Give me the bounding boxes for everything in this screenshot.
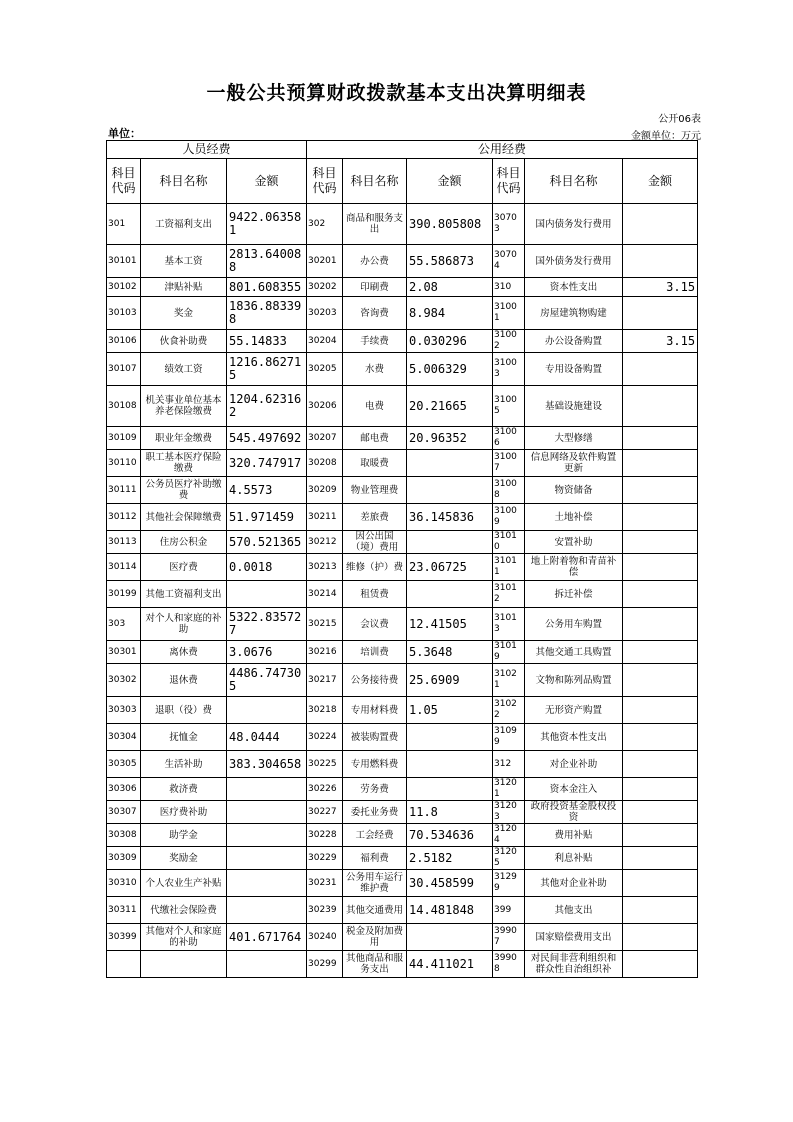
amount-cell: 545.497692 bbox=[227, 427, 307, 450]
form-number: 公开06表 bbox=[658, 114, 701, 125]
account-code: 31201 bbox=[493, 778, 525, 801]
account-name: 国家赔偿费用支出 bbox=[525, 924, 623, 951]
table-row bbox=[107, 824, 698, 847]
account-code: 31012 bbox=[493, 581, 525, 608]
account-name: 安置补助 bbox=[525, 531, 623, 554]
table-row bbox=[107, 751, 698, 778]
amount-cell bbox=[227, 847, 307, 870]
amount-cell: 5.006329 bbox=[407, 353, 493, 386]
account-code: 30101 bbox=[107, 245, 141, 278]
account-code: 39907 bbox=[493, 924, 525, 951]
account-name: 奖励金 bbox=[141, 847, 227, 870]
account-name: 政府投资基金股权投资 bbox=[525, 801, 623, 824]
amount-cell: 570.521365 bbox=[227, 531, 307, 554]
amount-cell: 390.805808 bbox=[407, 204, 493, 245]
account-code: 30231 bbox=[307, 870, 343, 897]
amount-cell bbox=[623, 581, 698, 608]
table-row bbox=[107, 870, 698, 897]
account-code: 30229 bbox=[307, 847, 343, 870]
account-name: 其他支出 bbox=[525, 897, 623, 924]
amount-cell: 20.96352 bbox=[407, 427, 493, 450]
account-code: 31021 bbox=[493, 664, 525, 697]
account-name: 公务接待费 bbox=[343, 664, 407, 697]
account-name: 对企业补助 bbox=[525, 751, 623, 778]
amount-cell: 55.586873 bbox=[407, 245, 493, 278]
amount-cell bbox=[227, 581, 307, 608]
amount-cell bbox=[407, 778, 493, 801]
account-name: 公务用车运行维护费 bbox=[343, 870, 407, 897]
account-name: 邮电费 bbox=[343, 427, 407, 450]
account-name: 商品和服务支出 bbox=[343, 204, 407, 245]
amount-cell: 14.481848 bbox=[407, 897, 493, 924]
amount-cell bbox=[227, 801, 307, 824]
amount-cell: 25.6909 bbox=[407, 664, 493, 697]
account-code: 30202 bbox=[307, 278, 343, 297]
account-code: 30303 bbox=[107, 697, 141, 724]
amount-cell bbox=[623, 386, 698, 427]
amount-cell bbox=[623, 751, 698, 778]
account-name: 物资储备 bbox=[525, 477, 623, 504]
account-code: 31099 bbox=[493, 724, 525, 751]
account-code: 31019 bbox=[493, 641, 525, 664]
table-row bbox=[107, 664, 698, 697]
account-name: 资本性支出 bbox=[525, 278, 623, 297]
account-name: 办公设备购置 bbox=[525, 330, 623, 353]
account-code: 30213 bbox=[307, 554, 343, 581]
account-code: 30217 bbox=[307, 664, 343, 697]
account-name: 国外债务发行费用 bbox=[525, 245, 623, 278]
amount-cell: 2813.640088 bbox=[227, 245, 307, 278]
account-name: 医疗费补助 bbox=[141, 801, 227, 824]
account-name: 水费 bbox=[343, 353, 407, 386]
account-code: 31005 bbox=[493, 386, 525, 427]
account-code: 30110 bbox=[107, 450, 141, 477]
amount-cell: 5322.835727 bbox=[227, 608, 307, 641]
amount-cell bbox=[407, 751, 493, 778]
amount-cell bbox=[623, 297, 698, 330]
account-name: 其他对企业补助 bbox=[525, 870, 623, 897]
account-name: 伙食补助费 bbox=[141, 330, 227, 353]
amount-cell: 70.534636 bbox=[407, 824, 493, 847]
header-code: 科目 代码 bbox=[107, 159, 141, 204]
group-personnel: 人员经费 bbox=[107, 141, 307, 159]
account-code: 31011 bbox=[493, 554, 525, 581]
account-name: 机关事业单位基本养老保险缴费 bbox=[141, 386, 227, 427]
account-code: 30240 bbox=[307, 924, 343, 951]
account-name: 退休费 bbox=[141, 664, 227, 697]
account-name: 大型修缮 bbox=[525, 427, 623, 450]
account-name: 工资福利支出 bbox=[141, 204, 227, 245]
account-code: 312 bbox=[493, 751, 525, 778]
account-name: 利息补贴 bbox=[525, 847, 623, 870]
account-name: 助学金 bbox=[141, 824, 227, 847]
account-name: 对民间非营利组织和群众性自治组织补 bbox=[525, 951, 623, 978]
table-row bbox=[107, 847, 698, 870]
account-code: 31007 bbox=[493, 450, 525, 477]
account-code: 30112 bbox=[107, 504, 141, 531]
account-name: 工会经费 bbox=[343, 824, 407, 847]
account-name: 代缴社会保险费 bbox=[141, 897, 227, 924]
account-code: 30109 bbox=[107, 427, 141, 450]
table-row bbox=[107, 386, 698, 427]
account-code: 31205 bbox=[493, 847, 525, 870]
amount-cell: 383.304658 bbox=[227, 751, 307, 778]
account-code: 31204 bbox=[493, 824, 525, 847]
account-code: 31010 bbox=[493, 531, 525, 554]
table-row bbox=[107, 897, 698, 924]
amount-cell bbox=[623, 477, 698, 504]
account-name: 医疗费 bbox=[141, 554, 227, 581]
account-name: 因公出国（境）费用 bbox=[343, 531, 407, 554]
amount-cell bbox=[623, 427, 698, 450]
account-name: 救济费 bbox=[141, 778, 227, 801]
account-code: 399 bbox=[493, 897, 525, 924]
account-code: 30199 bbox=[107, 581, 141, 608]
account-name: 印刷费 bbox=[343, 278, 407, 297]
account-code: 303 bbox=[107, 608, 141, 641]
amount-cell bbox=[623, 897, 698, 924]
amount-cell bbox=[407, 531, 493, 554]
account-code: 30306 bbox=[107, 778, 141, 801]
account-name: 物业管理费 bbox=[343, 477, 407, 504]
amount-cell: 320.747917 bbox=[227, 450, 307, 477]
amount-cell: 3.0676 bbox=[227, 641, 307, 664]
amount-cell bbox=[407, 581, 493, 608]
account-code: 30201 bbox=[307, 245, 343, 278]
account-name: 专用燃料费 bbox=[343, 751, 407, 778]
account-code: 31001 bbox=[493, 297, 525, 330]
amount-cell bbox=[623, 204, 698, 245]
account-code: 30111 bbox=[107, 477, 141, 504]
account-code: 30224 bbox=[307, 724, 343, 751]
account-name: 手续费 bbox=[343, 330, 407, 353]
account-code: 30218 bbox=[307, 697, 343, 724]
header-amount: 金额 bbox=[227, 159, 307, 204]
account-name: 专用材料费 bbox=[343, 697, 407, 724]
table-row bbox=[107, 951, 698, 978]
account-name: 其他交通费用 bbox=[343, 897, 407, 924]
amount-cell bbox=[227, 778, 307, 801]
account-code: 30215 bbox=[307, 608, 343, 641]
account-name: 对个人和家庭的补助 bbox=[141, 608, 227, 641]
amount-cell bbox=[623, 450, 698, 477]
amount-cell: 401.671764 bbox=[227, 924, 307, 951]
amount-cell bbox=[623, 824, 698, 847]
amount-cell: 8.984 bbox=[407, 297, 493, 330]
account-code: 30301 bbox=[107, 641, 141, 664]
account-code: 31203 bbox=[493, 801, 525, 824]
amount-cell: 12.41505 bbox=[407, 608, 493, 641]
account-code: 30203 bbox=[307, 297, 343, 330]
account-name: 基本工资 bbox=[141, 245, 227, 278]
account-code bbox=[107, 951, 141, 978]
account-code: 39908 bbox=[493, 951, 525, 978]
amount-cell: 4486.747305 bbox=[227, 664, 307, 697]
account-name: 个人农业生产补贴 bbox=[141, 870, 227, 897]
amount-cell bbox=[227, 897, 307, 924]
amount-cell: 1836.883398 bbox=[227, 297, 307, 330]
account-code: 30212 bbox=[307, 531, 343, 554]
account-code: 310 bbox=[493, 278, 525, 297]
amount-cell bbox=[227, 824, 307, 847]
account-code: 30216 bbox=[307, 641, 343, 664]
account-code: 302 bbox=[307, 204, 343, 245]
header-name: 科目名称 bbox=[343, 159, 407, 204]
amount-cell bbox=[623, 697, 698, 724]
header-code: 科目 代码 bbox=[493, 159, 525, 204]
amount-cell bbox=[623, 801, 698, 824]
account-code: 30113 bbox=[107, 531, 141, 554]
account-code: 30211 bbox=[307, 504, 343, 531]
account-code: 31003 bbox=[493, 353, 525, 386]
table-row bbox=[107, 330, 698, 353]
account-code: 31008 bbox=[493, 477, 525, 504]
amount-cell: 801.608355 bbox=[227, 278, 307, 297]
account-name: 信息网络及软件购置更新 bbox=[525, 450, 623, 477]
account-name: 租赁费 bbox=[343, 581, 407, 608]
account-code: 30299 bbox=[307, 951, 343, 978]
account-name: 职业年金缴费 bbox=[141, 427, 227, 450]
header-name: 科目名称 bbox=[525, 159, 623, 204]
amount-cell bbox=[623, 664, 698, 697]
amount-cell bbox=[623, 951, 698, 978]
account-code: 30302 bbox=[107, 664, 141, 697]
amount-cell: 55.14833 bbox=[227, 330, 307, 353]
table-row bbox=[107, 504, 698, 531]
amount-cell bbox=[227, 951, 307, 978]
account-name: 被装购置费 bbox=[343, 724, 407, 751]
account-name: 培训费 bbox=[343, 641, 407, 664]
account-code: 30310 bbox=[107, 870, 141, 897]
account-code: 30206 bbox=[307, 386, 343, 427]
amount-cell: 2.5182 bbox=[407, 847, 493, 870]
amount-cell: 44.411021 bbox=[407, 951, 493, 978]
account-name: 房屋建筑物购建 bbox=[525, 297, 623, 330]
account-code: 30207 bbox=[307, 427, 343, 450]
table-row bbox=[107, 278, 698, 297]
account-code: 30209 bbox=[307, 477, 343, 504]
amount-cell: 1.05 bbox=[407, 697, 493, 724]
amount-cell bbox=[623, 924, 698, 951]
account-code: 30208 bbox=[307, 450, 343, 477]
account-name: 会议费 bbox=[343, 608, 407, 641]
account-code: 30704 bbox=[493, 245, 525, 278]
account-name: 费用补贴 bbox=[525, 824, 623, 847]
account-name: 住房公积金 bbox=[141, 531, 227, 554]
amount-cell: 1204.623162 bbox=[227, 386, 307, 427]
account-name: 其他交通工具购置 bbox=[525, 641, 623, 664]
account-name: 其他社会保障缴费 bbox=[141, 504, 227, 531]
account-name: 无形资产购置 bbox=[525, 697, 623, 724]
header-amount: 金额 bbox=[407, 159, 493, 204]
table-row bbox=[107, 924, 698, 951]
account-name: 拆迁补偿 bbox=[525, 581, 623, 608]
account-code: 31002 bbox=[493, 330, 525, 353]
amount-cell: 4.5573 bbox=[227, 477, 307, 504]
table-row bbox=[107, 427, 698, 450]
account-name: 其他商品和服务支出 bbox=[343, 951, 407, 978]
account-code: 31006 bbox=[493, 427, 525, 450]
account-name: 劳务费 bbox=[343, 778, 407, 801]
amount-cell bbox=[623, 724, 698, 751]
account-name: 离休费 bbox=[141, 641, 227, 664]
account-name: 奖金 bbox=[141, 297, 227, 330]
account-code: 30205 bbox=[307, 353, 343, 386]
account-name: 委托业务费 bbox=[343, 801, 407, 824]
table-row bbox=[107, 531, 698, 554]
table-row bbox=[107, 641, 698, 664]
amount-cell bbox=[623, 554, 698, 581]
table-row bbox=[107, 778, 698, 801]
account-name: 咨询费 bbox=[343, 297, 407, 330]
amount-cell bbox=[623, 608, 698, 641]
amount-cell: 1216.862715 bbox=[227, 353, 307, 386]
table-row bbox=[107, 353, 698, 386]
group-public: 公用经费 bbox=[307, 141, 698, 159]
amount-cell: 5.3648 bbox=[407, 641, 493, 664]
header-code: 科目 代码 bbox=[307, 159, 343, 204]
account-code: 30307 bbox=[107, 801, 141, 824]
account-code: 30114 bbox=[107, 554, 141, 581]
account-code: 30214 bbox=[307, 581, 343, 608]
account-name: 专用设备购置 bbox=[525, 353, 623, 386]
account-code: 30239 bbox=[307, 897, 343, 924]
account-name: 办公费 bbox=[343, 245, 407, 278]
account-code: 30106 bbox=[107, 330, 141, 353]
account-name: 文物和陈列品购置 bbox=[525, 664, 623, 697]
account-name: 地上附着物和青苗补偿 bbox=[525, 554, 623, 581]
amount-cell bbox=[623, 847, 698, 870]
account-code: 30311 bbox=[107, 897, 141, 924]
header-amount: 金额 bbox=[623, 159, 698, 204]
amount-cell: 20.21665 bbox=[407, 386, 493, 427]
account-code: 31013 bbox=[493, 608, 525, 641]
account-name: 差旅费 bbox=[343, 504, 407, 531]
account-name: 绩效工资 bbox=[141, 353, 227, 386]
account-name: 公务用车购置 bbox=[525, 608, 623, 641]
account-code: 30227 bbox=[307, 801, 343, 824]
header-name: 科目名称 bbox=[141, 159, 227, 204]
page-title: 一般公共预算财政拨款基本支出决算明细表 bbox=[206, 82, 587, 104]
table-row bbox=[107, 450, 698, 477]
account-code: 30107 bbox=[107, 353, 141, 386]
account-code: 31299 bbox=[493, 870, 525, 897]
account-name: 电费 bbox=[343, 386, 407, 427]
account-code: 30228 bbox=[307, 824, 343, 847]
account-name: 资本金注入 bbox=[525, 778, 623, 801]
amount-cell bbox=[227, 697, 307, 724]
table-row bbox=[107, 477, 698, 504]
account-name: 土地补偿 bbox=[525, 504, 623, 531]
account-code: 30102 bbox=[107, 278, 141, 297]
account-name: 基础设施建设 bbox=[525, 386, 623, 427]
account-code: 30304 bbox=[107, 724, 141, 751]
account-code: 30308 bbox=[107, 824, 141, 847]
account-name: 其他资本性支出 bbox=[525, 724, 623, 751]
unit-label: 单位： bbox=[108, 127, 141, 140]
table-row bbox=[107, 204, 698, 245]
amount-cell bbox=[227, 870, 307, 897]
amount-cell bbox=[623, 245, 698, 278]
account-code: 301 bbox=[107, 204, 141, 245]
amount-cell bbox=[407, 450, 493, 477]
table-row bbox=[107, 554, 698, 581]
table-row bbox=[107, 724, 698, 751]
amount-cell: 23.06725 bbox=[407, 554, 493, 581]
account-name: 国内债务发行费用 bbox=[525, 204, 623, 245]
account-name: 维修（护）费 bbox=[343, 554, 407, 581]
account-name: 职工基本医疗保险缴费 bbox=[141, 450, 227, 477]
amount-cell bbox=[623, 870, 698, 897]
account-code: 30225 bbox=[307, 751, 343, 778]
amount-cell bbox=[623, 504, 698, 531]
account-code: 30703 bbox=[493, 204, 525, 245]
account-name: 其他对个人和家庭的补助 bbox=[141, 924, 227, 951]
amount-cell bbox=[407, 924, 493, 951]
amount-cell: 0.030296 bbox=[407, 330, 493, 353]
amount-cell: 3.15 bbox=[623, 330, 698, 353]
account-name: 取暖费 bbox=[343, 450, 407, 477]
amount-cell: 11.8 bbox=[407, 801, 493, 824]
amount-unit: 金额单位：万元 bbox=[631, 131, 701, 142]
amount-cell: 51.971459 bbox=[227, 504, 307, 531]
table-row bbox=[107, 801, 698, 824]
account-code: 30204 bbox=[307, 330, 343, 353]
account-name: 生活补助 bbox=[141, 751, 227, 778]
account-code: 30305 bbox=[107, 751, 141, 778]
expenditure-table bbox=[106, 140, 698, 978]
amount-cell: 0.0018 bbox=[227, 554, 307, 581]
table-row bbox=[107, 297, 698, 330]
account-code: 30108 bbox=[107, 386, 141, 427]
amount-cell: 2.08 bbox=[407, 278, 493, 297]
account-code: 30226 bbox=[307, 778, 343, 801]
account-name: 其他工资福利支出 bbox=[141, 581, 227, 608]
account-name: 福利费 bbox=[343, 847, 407, 870]
table-row bbox=[107, 608, 698, 641]
account-name: 公务员医疗补助缴费 bbox=[141, 477, 227, 504]
account-name: 税金及附加费用 bbox=[343, 924, 407, 951]
amount-cell: 30.458599 bbox=[407, 870, 493, 897]
amount-cell: 9422.063581 bbox=[227, 204, 307, 245]
account-name bbox=[141, 951, 227, 978]
amount-cell bbox=[623, 778, 698, 801]
account-name: 退职（役）费 bbox=[141, 697, 227, 724]
amount-cell bbox=[407, 477, 493, 504]
amount-cell bbox=[623, 353, 698, 386]
account-code: 31009 bbox=[493, 504, 525, 531]
amount-cell: 48.0444 bbox=[227, 724, 307, 751]
amount-cell bbox=[623, 531, 698, 554]
table-row bbox=[107, 697, 698, 724]
amount-cell bbox=[407, 724, 493, 751]
table-row bbox=[107, 245, 698, 278]
account-code: 30103 bbox=[107, 297, 141, 330]
amount-cell: 3.15 bbox=[623, 278, 698, 297]
amount-cell bbox=[623, 641, 698, 664]
account-code: 31022 bbox=[493, 697, 525, 724]
amount-cell: 36.145836 bbox=[407, 504, 493, 531]
account-name: 抚恤金 bbox=[141, 724, 227, 751]
account-name: 津贴补贴 bbox=[141, 278, 227, 297]
account-code: 30399 bbox=[107, 924, 141, 951]
account-code: 30309 bbox=[107, 847, 141, 870]
table-row bbox=[107, 581, 698, 608]
